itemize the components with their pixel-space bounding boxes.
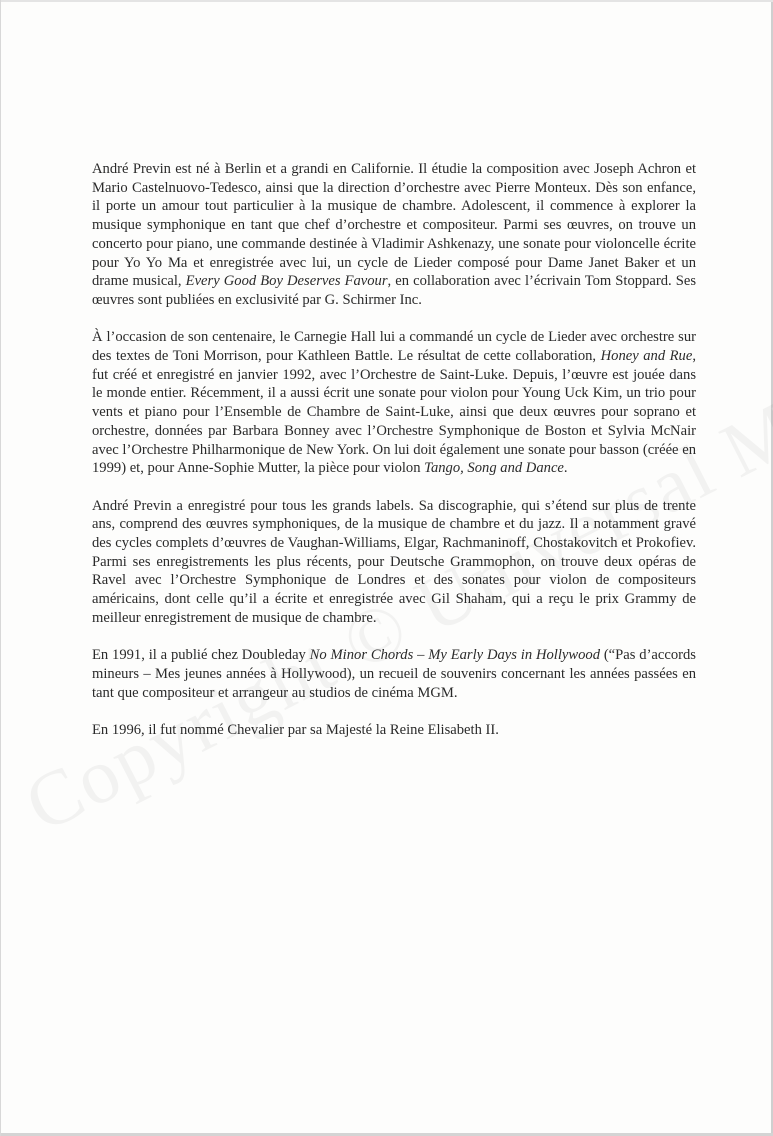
scan-edge-top	[1, 0, 773, 2]
text-segment: En 1991, il a publié chez Doubleday	[92, 647, 310, 664]
work-title: Honey and Rue	[600, 348, 693, 365]
text-segment: , fut créé et enregistré en janvier 1992, avec l’Orchestre de Saint-Luke. Depuis, l’œuvre est jouée dans le monde entier. Récemment, il a aussi écrit une sonate pour violon pour Young Uck Kim, un trio pour vents et piano pour l’Ensemble de Chambre de Saint-Luke, ainsi que deux œuvres pour soprano et orchestre, données par Barbara Bonney avec l’Orchestre Symphonique de Boston et Sylvia McNair avec l’Orchestre Philharmonique de New York. On lui doit également une sonate pour basson (créée en 1999) et, pour Anne-Sophie Mutter, la pièce pour violon	[92, 348, 696, 477]
work-title: Every Good Boy Deserves Favour	[185, 273, 388, 290]
book-title: No Minor Chords – My Early Days in Hollywood	[309, 647, 600, 664]
paragraph-discography	[92, 497, 696, 628]
biography-text	[92, 160, 696, 758]
text-segment: .	[563, 460, 568, 477]
text-segment: (“Pas d’accords mineurs – Mes jeunes années à Hollywood), un recueil de souvenirs concernant les années passées en tant que compositeur et arrangeur au studios de cinéma MGM.	[92, 647, 696, 701]
text-segment: À l’occasion de son centenaire, le Carnegie Hall lui a commandé un cycle de Lieder avec orchestre sur des textes de Toni Morrison, pour Kathleen Battle. Le résultat de cette collaboration,	[92, 329, 696, 365]
text-segment: En 1996, il fut nommé Chevalier par sa Majesté la Reine Elisabeth II.	[92, 722, 499, 739]
text-segment: André Previn a enregistré pour tous les grands labels. Sa discographie, qui s’étend sur plus de trente ans, comprend des œuvres symphoniques, de la musique de chambre et du jazz. Il a notamment gravé des cycles complets d’œuvres de Vaughan-Williams, Elgar, Rachmaninoff, Chostakovitch et Prokofiev. Parmi ses enregistrements les plus récents, pour Deutsche Grammophon, on trouve deux opéras de Ravel avec l’Orchestre Symphonique de Londres et des sonates pour violon de compositeurs américains, dont celle qu’il a écrite et enregistrée avec Gil Shaham, qui a reçu le prix Grammy de meilleur enregistrement de musique de chambre.	[92, 497, 696, 626]
work-title: Tango, Song and Dance	[424, 460, 564, 477]
paragraph-knighthood	[92, 721, 696, 740]
text-segment: André Previn est né à Berlin et a grandi en Californie. Il étudie la composition avec Joseph Achron et Mario Castelnuovo-Tedesco, ainsi que la direction d’orchestre avec Pierre Monteux. Dès son enfance, il porte un amour tout particulier à la musique de chambre. Adolescent, il commence à explorer la musique symphonique en tant que chef d’orchestre et compositeur. Parmi ses œuvres, on trouve un concerto pour piano, une commande destinée à Vladimir Ashkenazy, une sonate pour violoncelle écrite pour Yo Yo Ma et enregistrée avec lui, un cycle de Lieder composé pour Dame Janet Baker et un drame musical,	[92, 161, 696, 290]
paragraph-early-life	[92, 160, 696, 310]
paragraph-memoir	[92, 646, 696, 702]
paragraph-carnegie-hall	[92, 328, 696, 478]
text-segment: , en collaboration avec l’écrivain Tom Stoppard. Ses œuvres sont publiées en exclusivité par G. Schirmer Inc.	[92, 273, 697, 308]
